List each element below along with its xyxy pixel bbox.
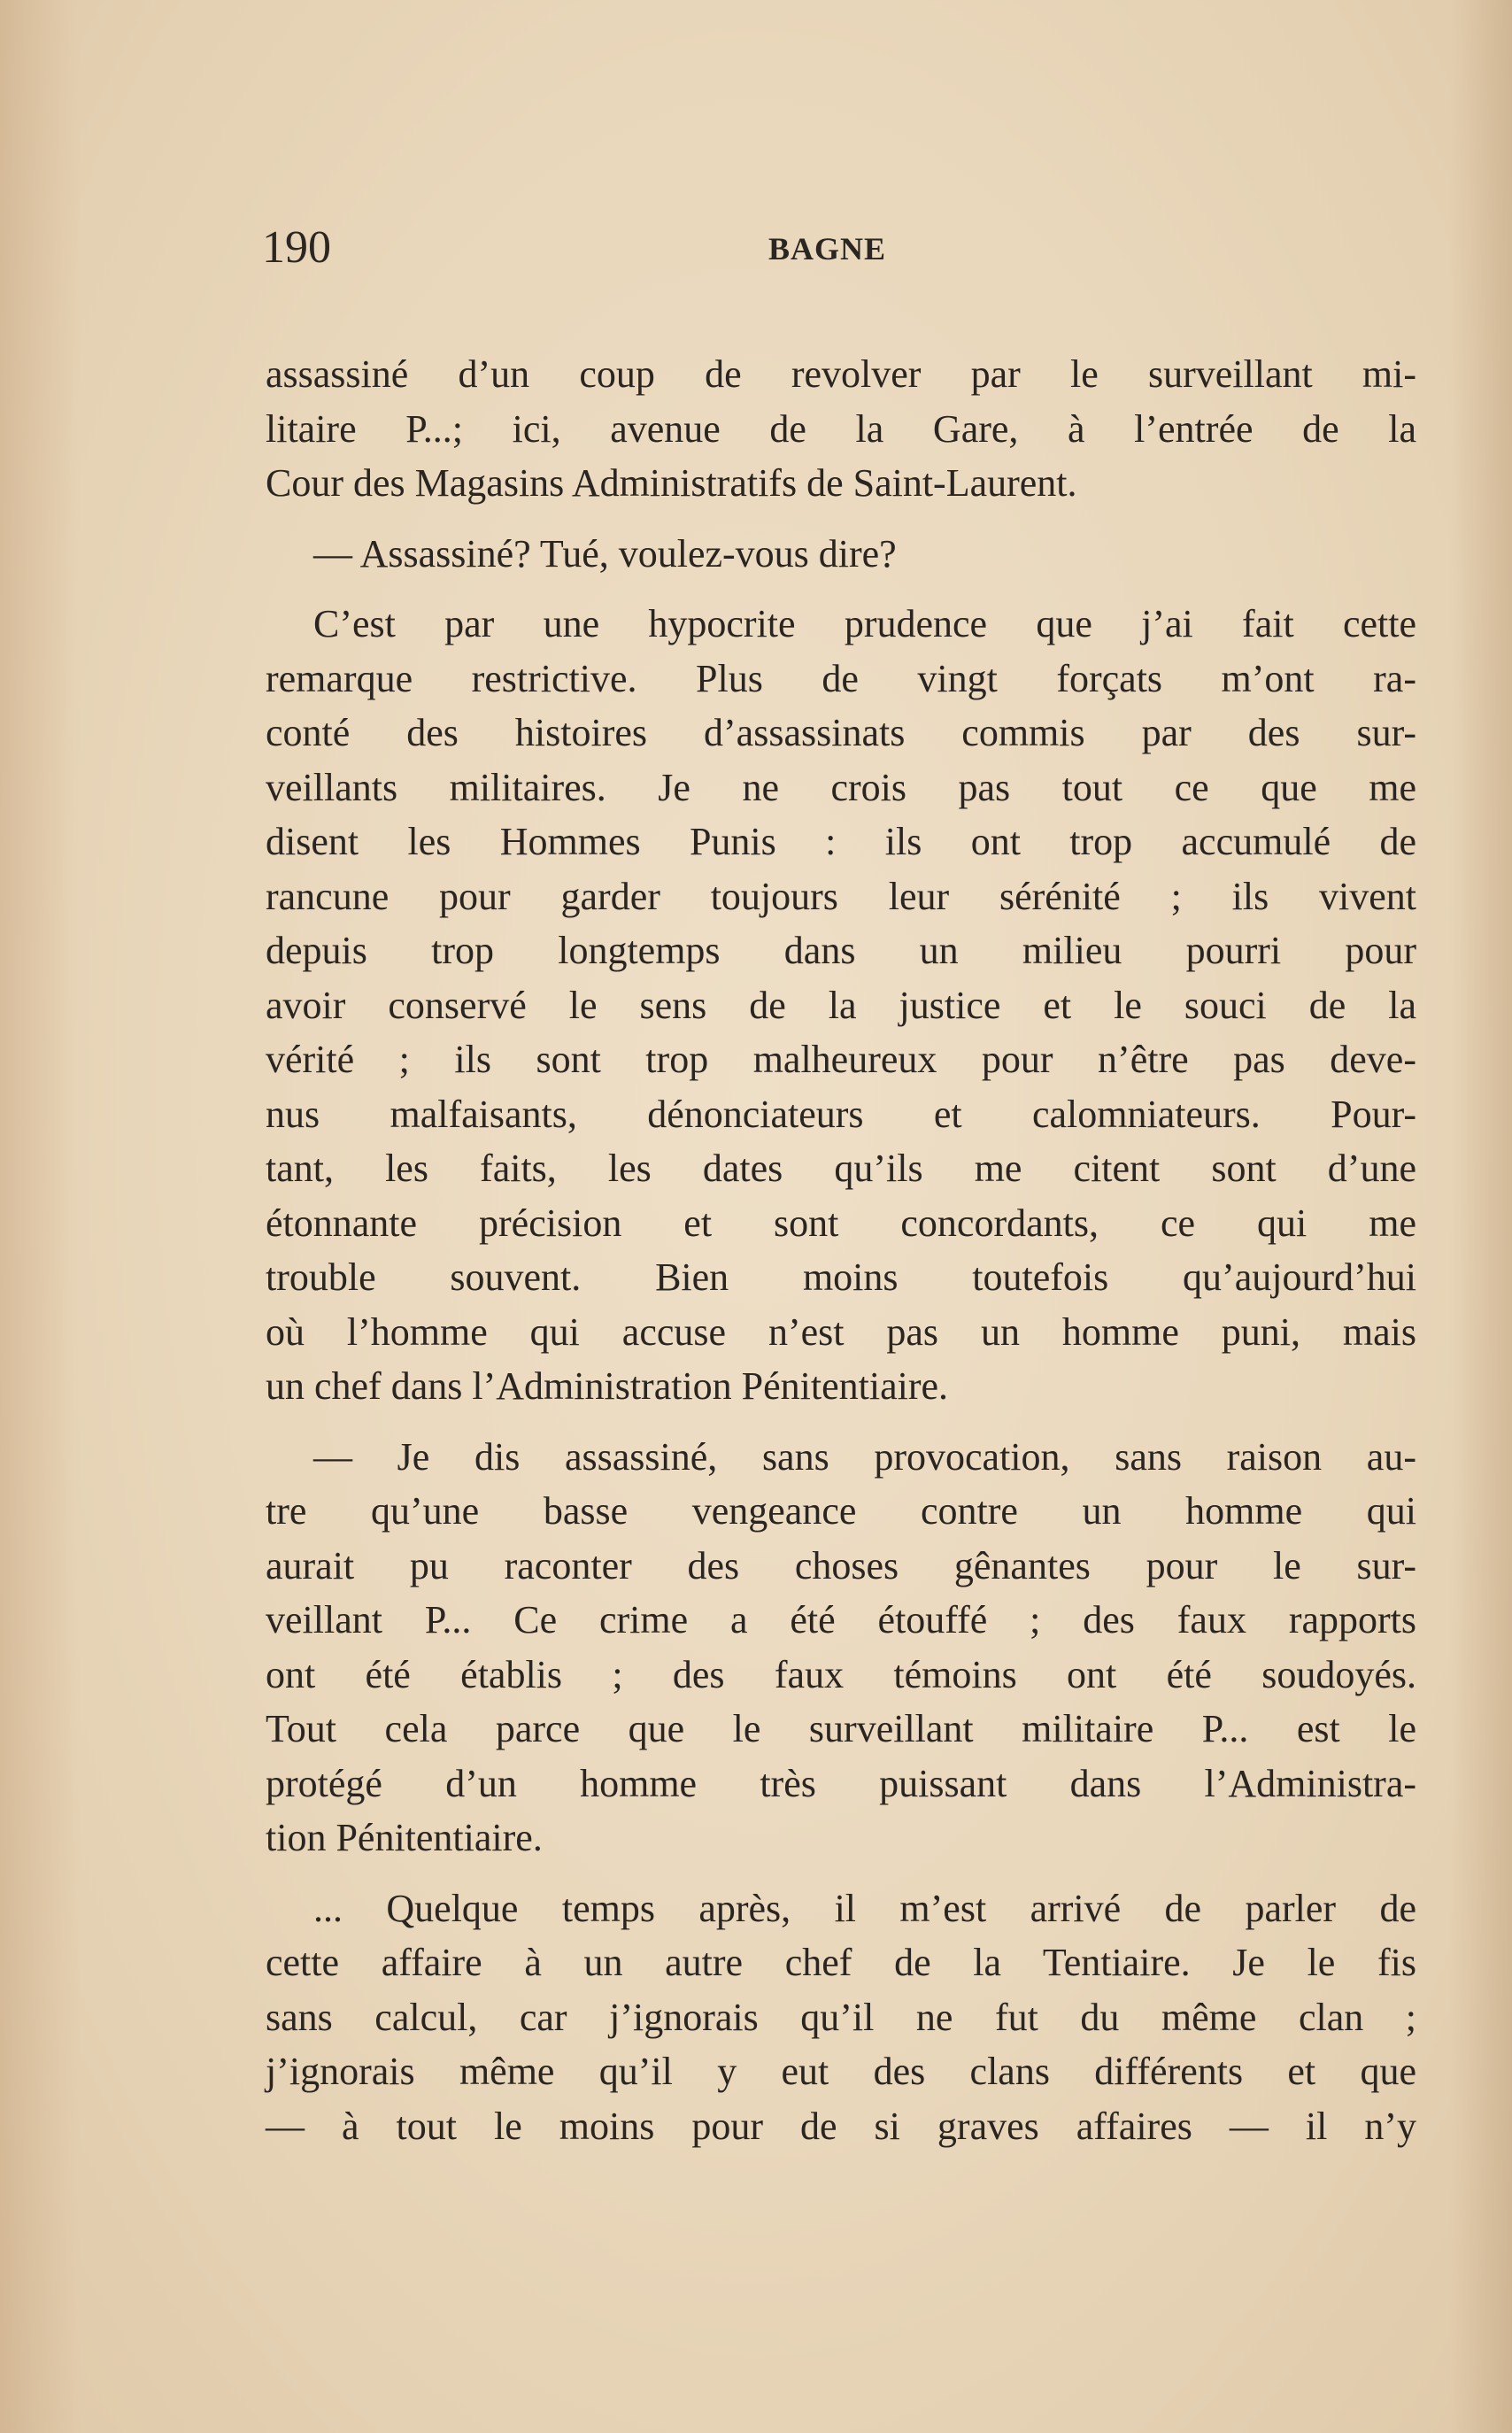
text-line: un chef dans l’Administration Pénitentiaire.	[266, 1364, 949, 1408]
text-line: conté des histoires d’assassinats commis par des sur-	[266, 711, 1416, 754]
text-line: C’est par une hypocrite prudence que j’ai fait cette	[313, 602, 1416, 645]
text-line: tant, les faits, les dates qu’ils me citent sont d’une	[266, 1147, 1416, 1190]
text-line: Cour des Magasins Administratifs de Saint-Laurent.	[266, 461, 1077, 505]
text-line: disent les Hommes Punis : ils ont trop accumulé de	[266, 820, 1416, 863]
paragraph-gap	[266, 1865, 1416, 1881]
text-line: — à tout le moins pour de si graves affaires — il n’y	[266, 2104, 1416, 2148]
text-line: vérité ; ils sont trop malheureux pour n’être pas deve-	[266, 1038, 1416, 1081]
text-line: — Assassiné? Tué, voulez-vous dire?	[313, 531, 897, 575]
text-line: ... Quelque temps après, il m’est arrivé de parler de	[313, 1886, 1416, 1930]
paragraph-gap	[266, 581, 1416, 597]
text-line: où l’homme qui accuse n’est pas un homme puni, mais	[266, 1309, 1416, 1354]
text-line: tion Pénitentiaire.	[266, 1816, 543, 1859]
paragraph-gap	[266, 1414, 1416, 1430]
page-edge-shadow-left	[0, 0, 80, 2433]
text-line: avoir conservé le sens de la justice et le souci de la	[266, 983, 1416, 1027]
paragraph-gap	[266, 511, 1416, 527]
text-line: étonnante précision et sont concordants, ce qui me	[266, 1201, 1416, 1245]
body-text	[266, 347, 1416, 2153]
text-line: remarque restrictive. Plus de vingt forçats m’ont ra-	[266, 656, 1416, 700]
text-line: ont été établis ; des faux témoins ont été soudoyés.	[266, 1652, 1416, 1696]
text-line: veillant P... Ce crime a été étouffé ; des faux rapports	[266, 1598, 1416, 1641]
page-header	[262, 221, 1431, 283]
text-line: assassiné d’un coup de revolver par le surveillant mi-	[266, 352, 1416, 396]
text-line: Tout cela parce que le surveillant militaire P... est le	[266, 1707, 1416, 1750]
running-title: BAGNE	[768, 231, 887, 266]
page-edge-shadow-right	[1450, 0, 1512, 2433]
text-line: protégé d’un homme très puissant dans l’Administra-	[266, 1761, 1416, 1805]
text-line: litaire P...; ici, avenue de la Gare, à l’entrée de la	[266, 406, 1416, 451]
text-line: aurait pu raconter des choses gênantes pour le sur-	[266, 1543, 1416, 1587]
text-line: depuis trop longtemps dans un milieu pourri pour	[266, 929, 1416, 972]
text-line: trouble souvent. Bien moins toutefois qu’aujourd’hui	[266, 1255, 1416, 1299]
text-line: sans calcul, car j’ignorais qu’il ne fut du même clan ;	[266, 1995, 1416, 2039]
text-line: — Je dis assassiné, sans provocation, sans raison au-	[313, 1434, 1416, 1479]
text-line: j’ignorais même qu’il y eut des clans différents et que	[266, 2050, 1416, 2093]
page-number: 190	[262, 222, 331, 273]
text-line: nus malfaisants, dénonciateurs et calomniateurs. Pour-	[266, 1092, 1416, 1136]
text-line: cette affaire à un autre chef de la Tentiaire. Je le fis	[266, 1941, 1416, 1984]
text-line: tre qu’une basse vengeance contre un homme qui	[266, 1489, 1416, 1533]
text-line: rancune pour garder toujours leur sérénité ; ils vivent	[266, 874, 1416, 918]
text-line: veillants militaires. Je ne crois pas tout ce que me	[266, 765, 1416, 809]
